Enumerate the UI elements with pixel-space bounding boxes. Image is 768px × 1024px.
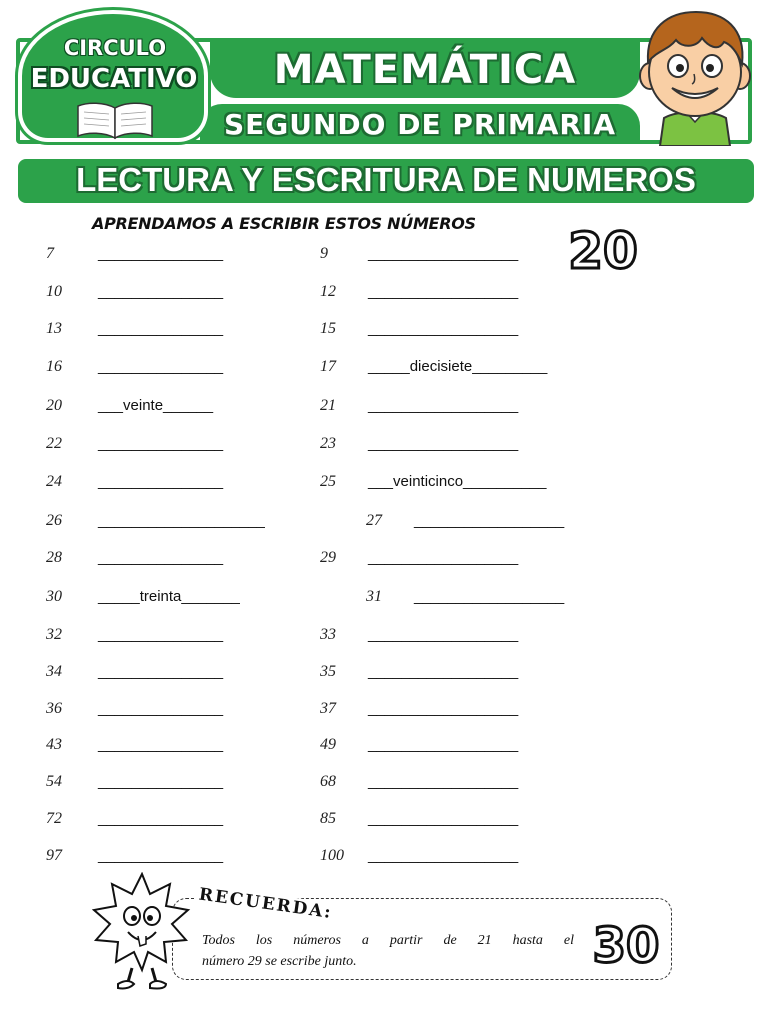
exercise-item: [46, 626, 296, 648]
recuerda-line-2: número 29 se escribe junto.: [202, 954, 357, 969]
exercise-number: 43: [46, 736, 62, 753]
answer-line[interactable]: __________________: [368, 700, 519, 717]
answer-line[interactable]: _______________: [98, 358, 224, 375]
exercise-number: 23: [320, 435, 336, 452]
exercise-item: [320, 435, 570, 457]
exercise-item: [366, 588, 616, 610]
answer-line[interactable]: __________________: [368, 663, 519, 680]
logo-text-educativo: EDUCATIVO: [30, 64, 198, 94]
answer-line[interactable]: __________________: [368, 810, 519, 827]
exercise-item: [320, 847, 570, 869]
exercise-item: [46, 810, 296, 832]
exercise-item: [320, 358, 570, 380]
exercise-item: [46, 700, 296, 722]
answer-line[interactable]: __________________: [368, 283, 519, 300]
answer-line[interactable]: __________________: [368, 397, 519, 414]
exercise-number: 68: [320, 773, 336, 790]
exercise-item: [46, 773, 296, 795]
answer-line[interactable]: _______________: [98, 245, 224, 262]
book-icon: [76, 100, 154, 140]
recuerda-text: [202, 930, 574, 972]
exercise-item: [320, 626, 570, 648]
exercise-item: [46, 320, 296, 342]
exercise-item: [46, 245, 296, 267]
exercise-number: 29: [320, 549, 336, 566]
decorative-number-30-text: 30: [592, 918, 660, 970]
exercise-item: [320, 320, 570, 342]
subject-title: MATEMÁTICA: [273, 47, 577, 93]
section-title: LECTURA Y ESCRITURA DE NUMEROS: [76, 161, 696, 198]
exercise-number: 32: [46, 626, 62, 643]
answer-line[interactable]: __________________: [368, 736, 519, 753]
exercise-item: [320, 283, 570, 305]
grade-title: SEGUNDO DE PRIMARIA: [223, 108, 617, 141]
exercise-item: [320, 773, 570, 795]
answer-line[interactable]: ___veinticinco__________: [368, 473, 547, 490]
answer-line[interactable]: __________________: [368, 626, 519, 643]
exercise-number: 30: [46, 588, 62, 605]
exercise-item: [320, 810, 570, 832]
exercise-number: 27: [366, 512, 382, 529]
answer-line[interactable]: ___veinte______: [98, 397, 214, 414]
exercise-number: 22: [46, 435, 62, 452]
answer-line[interactable]: __________________: [414, 512, 565, 529]
recuerda-line-1: Todos los números a partir de 21 hasta el: [202, 933, 574, 948]
exercise-number: 15: [320, 320, 336, 337]
recuerda-title: RECUERDA:: [195, 884, 337, 923]
answer-line[interactable]: _______________: [98, 847, 224, 864]
exercise-item: [46, 588, 296, 610]
answer-line[interactable]: _______________: [98, 736, 224, 753]
exercise-number: 25: [320, 473, 336, 490]
exercise-item: [46, 358, 296, 380]
answer-line[interactable]: __________________: [414, 588, 565, 605]
exercise-number: 31: [366, 588, 382, 605]
exercise-item: [46, 435, 296, 457]
exercise-item: [46, 549, 296, 571]
instructions: APRENDAMOS A ESCRIBIR ESTOS NÚMEROS: [92, 214, 476, 233]
exercise-number: 20: [46, 397, 62, 414]
exercise-number: 9: [320, 245, 328, 262]
exercise-item: [320, 700, 570, 722]
exercise-number: 54: [46, 773, 62, 790]
exercise-item: [46, 736, 296, 758]
exercise-item: [46, 473, 296, 495]
exercise-number: 16: [46, 358, 62, 375]
boy-avatar: [638, 6, 752, 146]
exercise-number: 17: [320, 358, 336, 375]
answer-line[interactable]: _____diecisiete_________: [368, 358, 548, 375]
exercise-number: 12: [320, 283, 336, 300]
exercise-number: 35: [320, 663, 336, 680]
answer-line[interactable]: __________________: [368, 773, 519, 790]
exercise-item: [320, 549, 570, 571]
sun-mascot-icon: [92, 872, 192, 990]
answer-line[interactable]: __________________: [368, 245, 519, 262]
answer-line[interactable]: _____treinta_______: [98, 588, 240, 605]
answer-line[interactable]: _______________: [98, 435, 224, 452]
answer-line[interactable]: _______________: [98, 626, 224, 643]
answer-line[interactable]: _______________: [98, 700, 224, 717]
exercise-number: 34: [46, 663, 62, 680]
answer-line[interactable]: __________________: [368, 435, 519, 452]
answer-line[interactable]: __________________: [368, 549, 519, 566]
exercise-item: [320, 245, 570, 267]
answer-line[interactable]: _______________: [98, 473, 224, 490]
exercise-item: [46, 512, 296, 534]
exercise-number: 21: [320, 397, 336, 414]
answer-line[interactable]: _______________: [98, 810, 224, 827]
exercise-number: 24: [46, 473, 62, 490]
exercise-number: 13: [46, 320, 62, 337]
exercise-number: 85: [320, 810, 336, 827]
exercise-number: 37: [320, 700, 336, 717]
answer-line[interactable]: ____________________: [98, 512, 265, 529]
decorative-number-20-text: 20: [568, 222, 638, 276]
answer-line[interactable]: __________________: [368, 847, 519, 864]
header: [0, 0, 768, 150]
exercise-number: 10: [46, 283, 62, 300]
exercise-item: [320, 397, 570, 419]
logo-text-circulo: CIRCULO: [63, 36, 167, 60]
answer-line[interactable]: _______________: [98, 283, 224, 300]
exercise-number: 36: [46, 700, 62, 717]
answer-line[interactable]: _______________: [98, 320, 224, 337]
exercise-item: [366, 512, 616, 534]
exercise-item: [46, 847, 296, 869]
exercise-number: 49: [320, 736, 336, 753]
exercise-number: 97: [46, 847, 62, 864]
exercise-number: 72: [46, 810, 62, 827]
answer-line[interactable]: _______________: [98, 663, 224, 680]
decorative-number-30: [584, 914, 668, 970]
exercise-number: 33: [320, 626, 336, 643]
exercise-item: [320, 473, 570, 495]
exercise-item: [320, 663, 570, 685]
exercise-number: 28: [46, 549, 62, 566]
exercise-item: [46, 397, 296, 419]
exercise-number: 100: [320, 847, 344, 864]
exercise-item: [46, 283, 296, 305]
answer-line[interactable]: __________________: [368, 320, 519, 337]
exercise-number: 26: [46, 512, 62, 529]
answer-line[interactable]: _______________: [98, 549, 224, 566]
exercise-number: 7: [46, 245, 54, 262]
answer-line[interactable]: _______________: [98, 773, 224, 790]
exercise-item: [320, 736, 570, 758]
exercise-item: [46, 663, 296, 685]
